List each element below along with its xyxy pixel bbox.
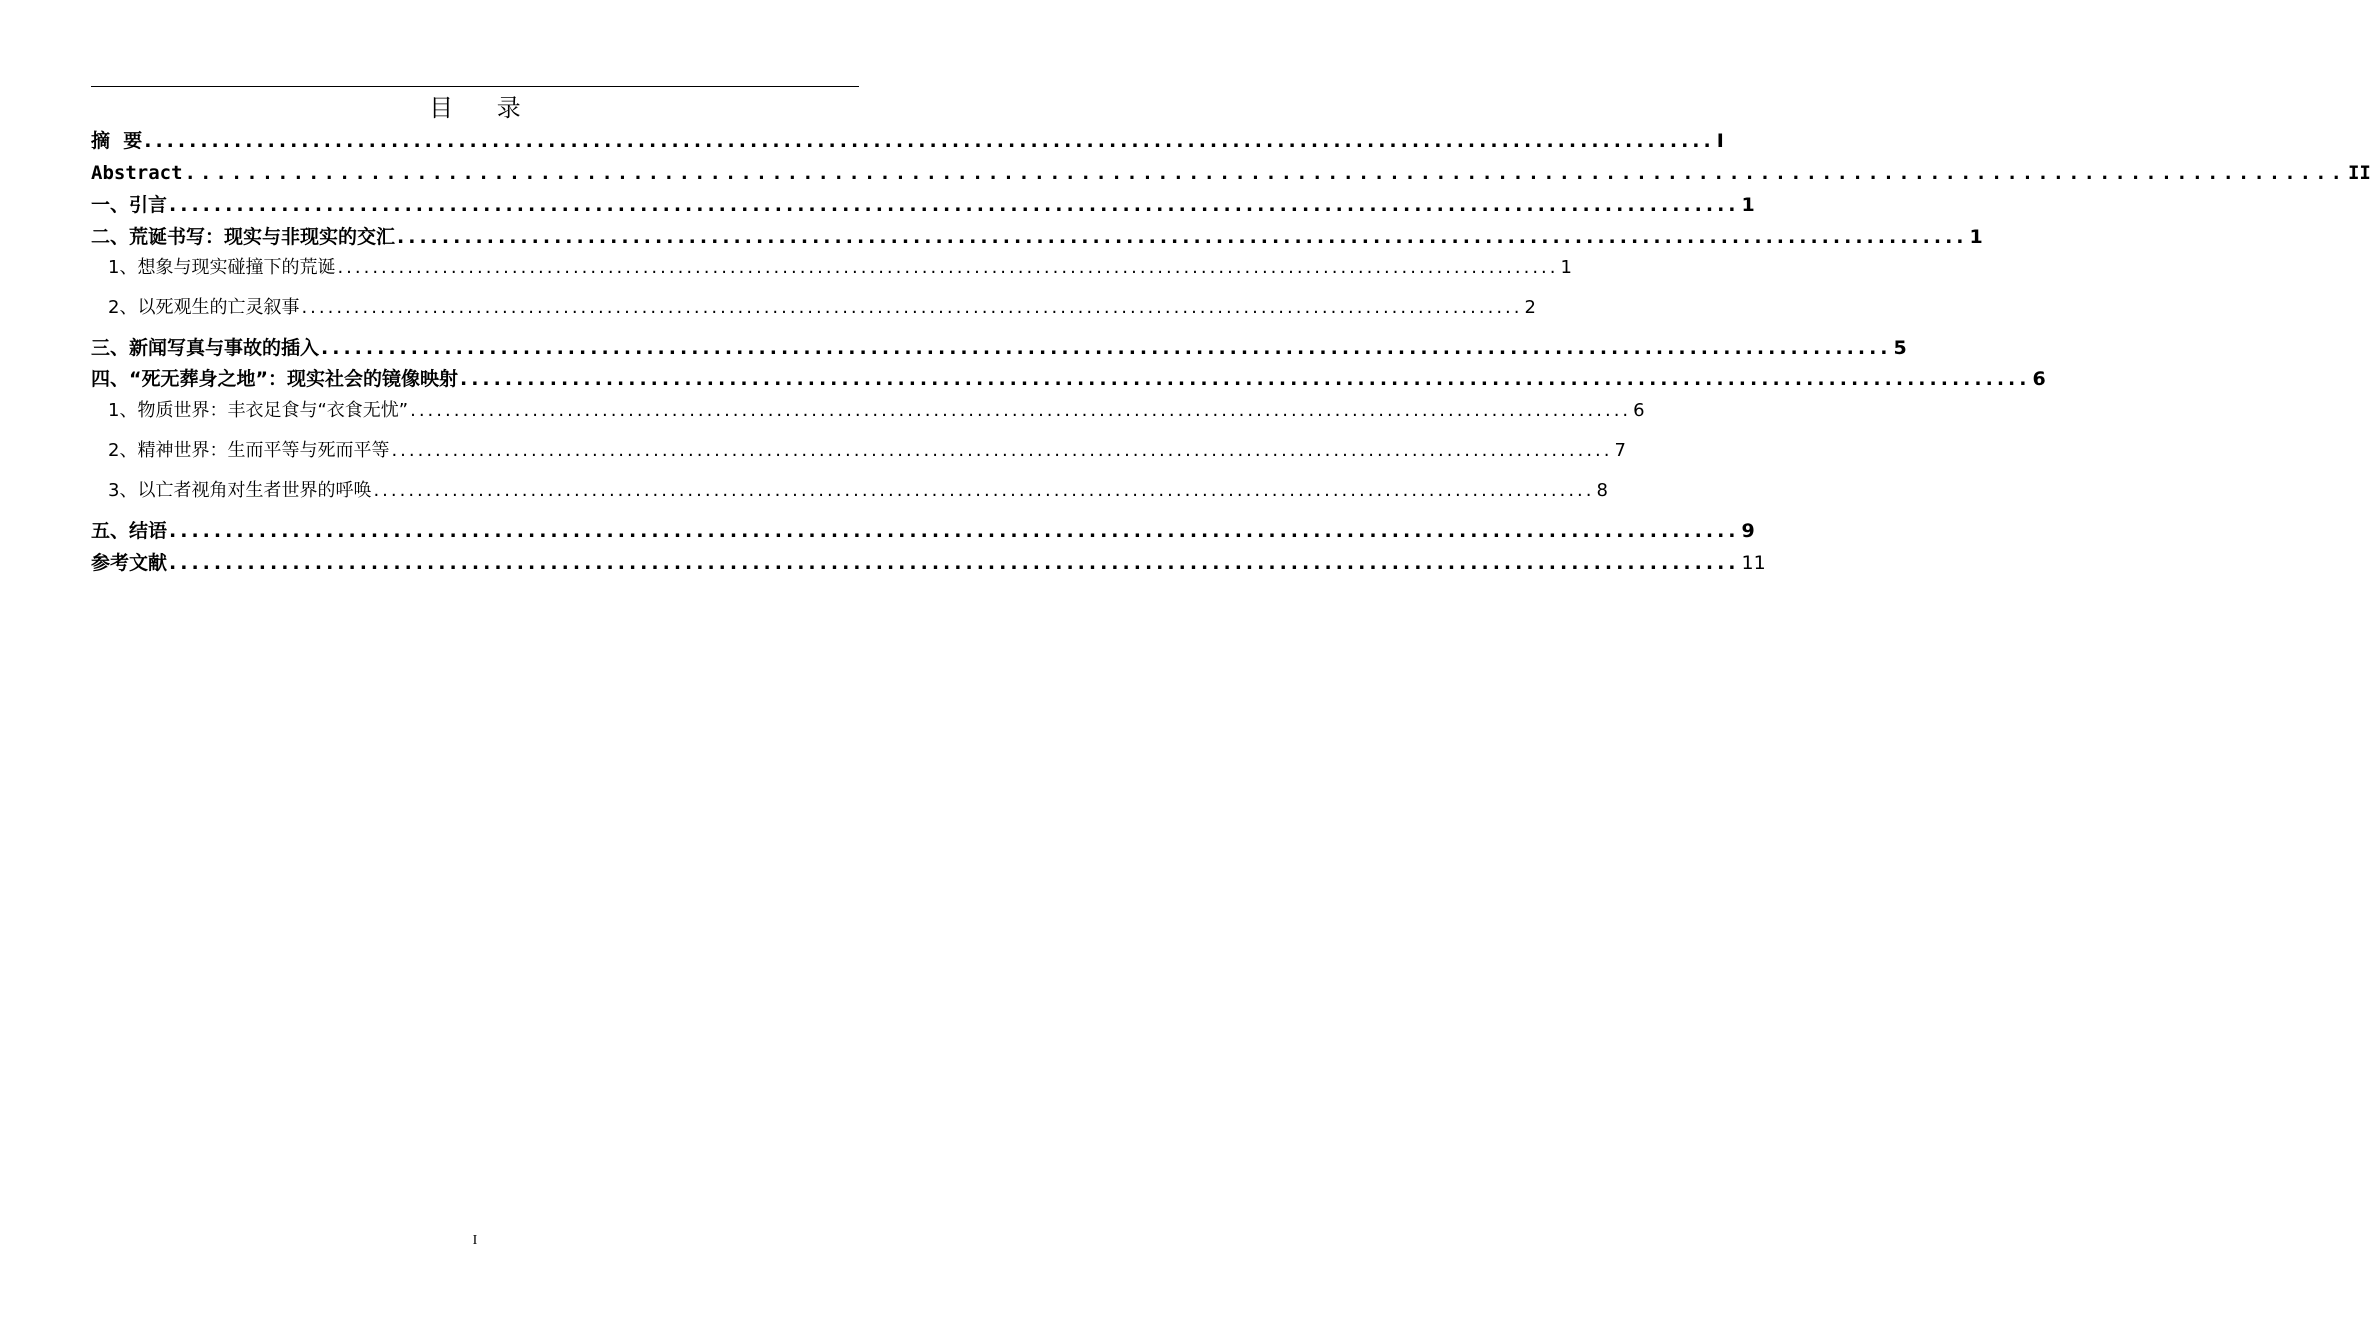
toc-leader-dots: ............................................................................................................................................ bbox=[169, 194, 1740, 216]
toc-leader-dots: ............................................................................................................................................ bbox=[397, 226, 1968, 248]
toc-entry-label: 参考文献 bbox=[91, 552, 168, 574]
toc-entry-label: 五、结语 bbox=[91, 520, 168, 542]
toc-entry-label: 1、物质世界：丰衣足食与“衣食无忧” bbox=[108, 400, 409, 421]
toc-entry-section-4-1[interactable] bbox=[108, 398, 1645, 424]
toc-leader-dots: ............................................................................................................................................ bbox=[337, 257, 1559, 278]
toc-entry-abstract-en[interactable] bbox=[91, 160, 2371, 186]
toc-entry-page: I bbox=[1716, 130, 1724, 152]
toc-entry-page: 9 bbox=[1741, 520, 1755, 542]
toc-entry-label: 二、荒诞书写：现实与非现实的交汇 bbox=[91, 226, 396, 248]
toc-entry-label: 四、“死无葬身之地”：现实社会的镜像映射 bbox=[91, 368, 458, 390]
toc-entry-page: 6 bbox=[2032, 368, 2046, 390]
toc-entry-section-2-1[interactable] bbox=[108, 255, 1572, 281]
toc-leader-dots: ............................................................................................................................................ bbox=[144, 130, 1715, 152]
toc-entry-section-4-3[interactable] bbox=[108, 478, 1608, 504]
toc-leader-dots: ............................................................................................................................................ bbox=[184, 162, 2346, 184]
toc-entry-label: 2、以死观生的亡灵叙事 bbox=[108, 297, 300, 318]
toc-entry-section-4-2[interactable] bbox=[108, 438, 1626, 464]
toc-entry-conclusion[interactable] bbox=[91, 518, 1755, 544]
toc-entry-introduction[interactable] bbox=[91, 192, 1755, 218]
toc-entry-label: 2、精神世界：生而平等与死而平等 bbox=[108, 440, 390, 461]
toc-leader-dots: ............................................................................................................................................ bbox=[410, 400, 1632, 421]
toc-entry-label: 3、以亡者视角对生者世界的呼唤 bbox=[108, 480, 372, 501]
toc-entry-page: 1 bbox=[1741, 194, 1755, 216]
toc-entry-label: Abstract bbox=[91, 162, 183, 184]
toc-entry-chapter-4[interactable] bbox=[91, 366, 2046, 392]
toc-entry-page: 1 bbox=[1560, 257, 1572, 278]
toc-leader-dots: ............................................................................................................................................ bbox=[301, 297, 1523, 318]
toc-entry-label: 1、想象与现实碰撞下的荒诞 bbox=[108, 257, 336, 278]
toc-entry-page: 7 bbox=[1614, 440, 1626, 461]
toc-title: 目 录 bbox=[429, 94, 539, 122]
toc-entry-page: 8 bbox=[1596, 480, 1608, 501]
toc-entry-abstract-cn[interactable] bbox=[91, 128, 1724, 154]
toc-leader-dots: ............................................................................................................................................ bbox=[391, 440, 1613, 461]
toc-entry-section-2-2[interactable] bbox=[108, 295, 1536, 321]
toc-leader-dots: ............................................................................................................................................ bbox=[373, 480, 1595, 501]
toc-entry-references[interactable] bbox=[91, 550, 1766, 576]
toc-entry-page: 6 bbox=[1633, 400, 1645, 421]
toc-leader-dots: ............................................................................................................................................ bbox=[459, 368, 2031, 390]
toc-list bbox=[91, 0, 2371, 600]
toc-entry-page: 5 bbox=[1893, 337, 1907, 359]
toc-leader-dots: ............................................................................................................................................ bbox=[321, 337, 1892, 359]
toc-entry-chapter-3[interactable] bbox=[91, 335, 1907, 361]
toc-entry-label: 一、引言 bbox=[91, 194, 168, 216]
toc-entry-page: II bbox=[2347, 162, 2371, 184]
page-number: I bbox=[472, 1233, 478, 1248]
toc-entry-label: 三、新闻写真与事故的插入 bbox=[91, 337, 320, 359]
toc-entry-page: 1 bbox=[1969, 226, 1983, 248]
toc-leader-dots: ............................................................................................................................................ bbox=[169, 552, 1740, 574]
toc-leader-dots: ............................................................................................................................................ bbox=[169, 520, 1740, 542]
toc-entry-page: 11 bbox=[1741, 552, 1766, 574]
toc-entry-label: 摘 要 bbox=[91, 130, 143, 152]
toc-entry-chapter-2[interactable] bbox=[91, 224, 1983, 250]
toc-entry-page: 2 bbox=[1524, 297, 1536, 318]
